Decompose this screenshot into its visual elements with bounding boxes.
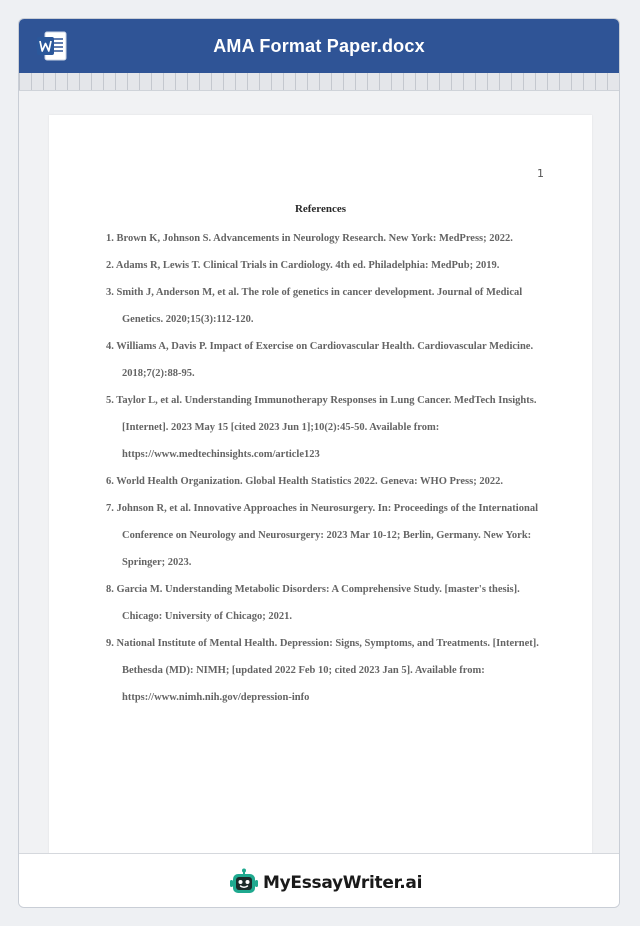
robot-logo-icon bbox=[229, 868, 259, 898]
page-number: 1 bbox=[537, 167, 544, 180]
reference-item: 9. National Institute of Mental Health. Depression: Signs, Symptoms, and Treatments. [Internet]. Bethesda (MD): NIMH; [updated 2022 Feb 10; cited 2023 Jan 5]. Available from: https://www.nimh.nih.gov/depression-info bbox=[106, 638, 539, 703]
references-heading: References bbox=[294, 203, 347, 215]
ruler bbox=[19, 73, 619, 91]
reference-item: 1. Brown K, Johnson S. Advancements in Neurology Research. New York: MedPress; 2022. bbox=[106, 233, 513, 244]
footer-bar bbox=[19, 853, 619, 908]
document-title: AMA Format Paper.docx bbox=[213, 36, 425, 56]
reference-item: 6. World Health Organization. Global Health Statistics 2022. Geneva: WHO Press; 2022. bbox=[106, 476, 503, 487]
brand-link[interactable] bbox=[229, 868, 422, 898]
document-page bbox=[49, 115, 592, 875]
title-bar bbox=[19, 19, 619, 73]
reference-item: 5. Taylor L, et al. Understanding Immunotherapy Responses in Lung Cancer. MedTech Insights. [Internet]. 2023 May 15 [cited 2023 Jun 1];10(2):45-50. Available from: https://www.medtechinsights.com/article123 bbox=[106, 395, 537, 460]
brand-name: MyEssayWriter.ai bbox=[263, 873, 423, 893]
reference-item: 8. Garcia M. Understanding Metabolic Disorders: A Comprehensive Study. [master's thesis]. Chicago: University of Chicago; 2021. bbox=[106, 584, 520, 622]
reference-list bbox=[106, 225, 552, 711]
reference-item: 4. Williams A, Davis P. Impact of Exercise on Cardiovascular Health. Cardiovascular Medicine. 2018;7(2):88-95. bbox=[106, 341, 534, 379]
reference-item: 3. Smith J, Anderson M, et al. The role of genetics in cancer development. Journal of Medical Genetics. 2020;15(3):112-120. bbox=[106, 287, 523, 325]
reference-item: 2. Adams R, Lewis T. Clinical Trials in Cardiology. 4th ed. Philadelphia: MedPub; 2019. bbox=[106, 260, 500, 271]
document-frame bbox=[18, 18, 620, 908]
reference-item: 7. Johnson R, et al. Innovative Approaches in Neurosurgery. In: Proceedings of the International Conference on Neurology and Neurosurgery: 2023 Mar 10-12; Berlin, Germany. New York: Springer; 2023. bbox=[106, 503, 538, 568]
